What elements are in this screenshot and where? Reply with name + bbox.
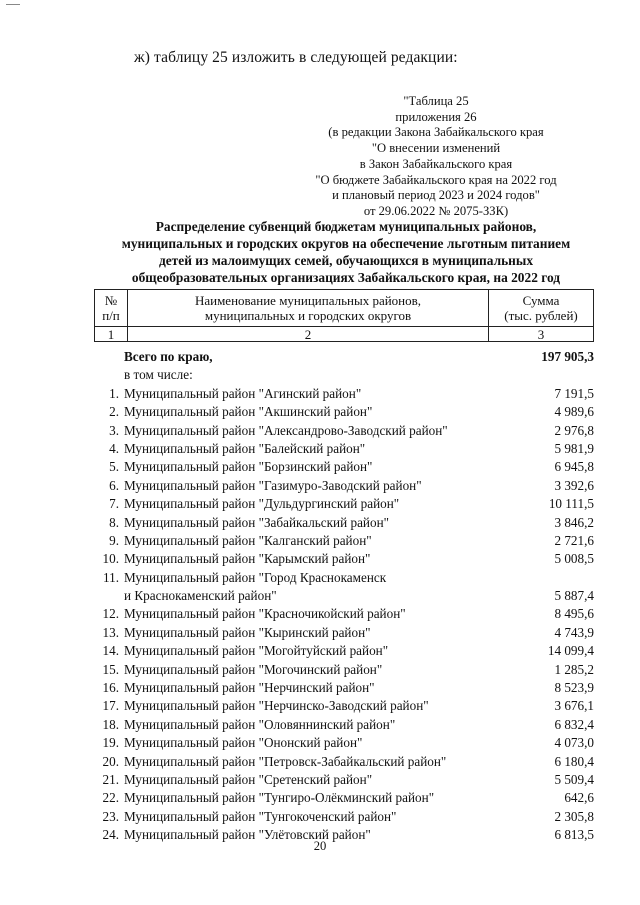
row-name-line: Муниципальный район "Агинский район" [124, 385, 362, 401]
row-number: 6. [109, 477, 119, 493]
heading-line: детей из малоимущих семей, обучающихся в муниципальных [158, 253, 534, 268]
subtotal-row [94, 366, 594, 384]
table-preamble [300, 94, 572, 220]
row-sum: 5 981,9 [554, 440, 594, 456]
preamble-line: "Таблица 25 [403, 94, 469, 108]
row-name [124, 440, 504, 458]
row-number: 8. [109, 514, 119, 530]
preamble-line: приложения 26 [395, 109, 477, 124]
row-name [124, 550, 504, 568]
row-name [124, 661, 504, 679]
row-sum: 2 305,8 [554, 808, 594, 824]
row-name [124, 403, 504, 421]
column-number-header: № п/п [95, 290, 128, 327]
table-row [94, 403, 594, 421]
table-row [94, 808, 594, 826]
row-sum: 2 721,6 [554, 532, 594, 548]
total-row [94, 348, 594, 366]
table-row [94, 789, 594, 807]
column-index-row [95, 327, 594, 342]
row-sum: 3 846,2 [554, 514, 594, 530]
row-sum: 4 073,0 [554, 735, 594, 751]
table-row [94, 753, 594, 771]
row-sum: 6 813,5 [554, 827, 594, 843]
row-number: 12. [102, 606, 119, 622]
row-number: 9. [109, 532, 119, 548]
table-row [94, 679, 594, 697]
row-name [124, 385, 504, 403]
column-index: 3 [489, 327, 594, 342]
preamble-line: "О бюджете Забайкальского края на 2022 год [315, 172, 557, 187]
table-row [94, 624, 594, 642]
row-number: 3. [109, 422, 119, 438]
row-sum: 642,6 [564, 790, 594, 806]
row-name [124, 734, 504, 752]
row-number: 7. [109, 496, 119, 512]
table-row [94, 661, 594, 679]
row-name-line: Муниципальный район "Оловяннинский район" [124, 716, 396, 732]
row-number: 15. [102, 661, 119, 677]
row-name-line: Муниципальный район "Город Краснокаменск [124, 569, 387, 585]
row-number: 21. [102, 772, 119, 787]
row-number: 13. [102, 624, 119, 640]
table-row [94, 605, 594, 623]
table-row [94, 514, 594, 532]
table-heading [96, 218, 596, 286]
row-name [124, 642, 504, 660]
row-number: 2. [109, 404, 119, 420]
row-sum: 6 945,8 [554, 459, 594, 475]
column-sum-header: Сумма (тыс. рублей) [489, 290, 594, 327]
row-name-line: Муниципальный район "Тунгиро-Олёкминский район" [124, 790, 435, 806]
row-name-line: Муниципальный район "Карымский район" [124, 551, 371, 567]
preamble-line: в Закон Забайкальского края [359, 156, 513, 171]
row-sum: 4 989,6 [554, 404, 594, 420]
column-index: 2 [128, 327, 489, 342]
table-row [94, 440, 594, 458]
row-name [124, 624, 504, 642]
row-number: 20. [102, 753, 119, 769]
row-name-line: Муниципальный район "Калганский район" [124, 532, 372, 548]
row-name [124, 679, 504, 697]
row-name-line: Муниципальный район "Газимуро-Заводский район" [124, 477, 422, 493]
row-sum: 2 976,8 [554, 422, 594, 438]
row-name [124, 514, 504, 532]
page-number: 20 [313, 839, 327, 853]
total-value: 197 905,3 [541, 349, 594, 364]
table-row [94, 385, 594, 403]
row-sum: 6 832,4 [554, 716, 594, 732]
row-name-line: Муниципальный район "Могочинский район" [124, 661, 383, 677]
row-number: 11. [103, 569, 119, 585]
row-sum: 8 523,9 [554, 680, 594, 696]
preamble-line: от 29.06.2022 № 2075-ЗЗК) [363, 203, 509, 218]
table-body [94, 348, 594, 845]
row-sum: 8 495,6 [554, 606, 594, 622]
table-row [94, 477, 594, 495]
heading-line: Распределение субвенций бюджетам муниципальных районов, [155, 219, 537, 234]
table-row [94, 550, 594, 568]
column-name-header: Наименование муниципальных районов, муниципальных и городских округов [128, 290, 489, 327]
row-number: 1. [109, 385, 119, 401]
row-name [124, 569, 504, 606]
row-sum: 5 509,4 [554, 772, 594, 787]
heading-line: общеобразовательных организациях Забайкальского края, на 2022 год [131, 270, 561, 285]
table-row [94, 458, 594, 476]
row-name-line: Муниципальный район "Ононский район" [124, 735, 363, 751]
table-row [94, 532, 594, 550]
row-name-line: Муниципальный район "Красночикойский район" [124, 606, 406, 622]
scan-mark [6, 4, 20, 5]
row-sum: 3 392,6 [554, 477, 594, 493]
row-number: 22. [102, 790, 119, 806]
row-number: 19. [102, 735, 119, 751]
intro-line: ж) таблицу 25 изложить в следующей редакции: [134, 49, 458, 66]
row-name [124, 789, 504, 807]
row-name-line: Муниципальный район "Нерчинский район" [124, 680, 375, 696]
row-name-line: Муниципальный район "Борзинский район" [124, 459, 373, 475]
row-name-line: Муниципальный район "Могойтуйский район" [124, 643, 389, 659]
row-name-line: Муниципальный район "Кыринский район" [124, 624, 371, 640]
row-number: 17. [102, 698, 119, 714]
table-header [94, 289, 594, 342]
row-name [124, 495, 504, 513]
row-name-line: Муниципальный район "Балейский район" [124, 440, 366, 456]
row-sum: 6 180,4 [554, 753, 594, 769]
row-sum: 5 887,4 [554, 588, 594, 604]
preamble-line: "О внесении изменений [371, 141, 501, 156]
row-number: 14. [102, 643, 119, 659]
row-number: 24. [102, 827, 119, 843]
row-name [124, 422, 504, 440]
table-row [94, 495, 594, 513]
table-row [94, 771, 594, 789]
row-sum: 7 191,5 [554, 385, 594, 401]
row-name-line: Муниципальный район "Нерчинско-Заводский район" [124, 698, 429, 714]
table-row [94, 716, 594, 734]
row-name-line: Муниципальный район "Петровск-Забайкальский район" [124, 753, 447, 769]
row-name [124, 771, 504, 789]
row-sum: 10 111,5 [548, 496, 594, 512]
row-sum: 5 008,5 [554, 551, 594, 567]
row-name-line: Муниципальный район "Забайкальский район" [124, 514, 390, 530]
row-number: 23. [102, 808, 119, 824]
row-sum: 14 099,4 [547, 643, 594, 659]
row-name [124, 605, 504, 623]
table-row [94, 422, 594, 440]
preamble-line: (в редакции Закона Забайкальского края [328, 125, 544, 140]
row-sum: 3 676,1 [554, 698, 594, 714]
row-number: 16. [102, 680, 119, 696]
row-name [124, 532, 504, 550]
preamble-line: и плановый период 2023 и 2024 годов" [332, 188, 540, 203]
heading-line: муниципальных и городских округов на обеспечение льготным питанием [121, 236, 571, 251]
table-row [94, 734, 594, 752]
row-name-line: Муниципальный район "Акшинский район" [124, 404, 373, 420]
row-name [124, 753, 504, 771]
row-name-line: Муниципальный район "Тунгокоченский район" [124, 808, 397, 824]
row-name-line: Муниципальный район "Александрово-Заводский район" [124, 422, 448, 438]
subtotal-label: в том числе: [124, 367, 193, 383]
row-number: 18. [102, 716, 119, 732]
row-name [124, 458, 504, 476]
row-number: 4. [109, 440, 119, 456]
row-sum: 1 285,2 [554, 661, 594, 677]
row-number: 5. [109, 459, 119, 475]
table-row [94, 697, 594, 715]
row-name [124, 697, 504, 715]
table-row [94, 642, 594, 660]
row-name [124, 716, 504, 734]
row-number: 10. [102, 551, 119, 567]
column-index: 1 [95, 327, 128, 342]
total-label: Всего по краю, [124, 349, 213, 364]
row-name-line: и Краснокаменский район" [124, 588, 277, 604]
row-name [124, 808, 504, 826]
row-name-line: Муниципальный район "Дульдургинский район" [124, 496, 400, 512]
row-name [124, 477, 504, 495]
table-row [94, 569, 594, 606]
row-name-line: Муниципальный район "Улётовский район" [124, 827, 371, 843]
row-name-line: Муниципальный район "Сретенский район" [124, 772, 373, 787]
row-sum: 4 743,9 [554, 624, 594, 640]
